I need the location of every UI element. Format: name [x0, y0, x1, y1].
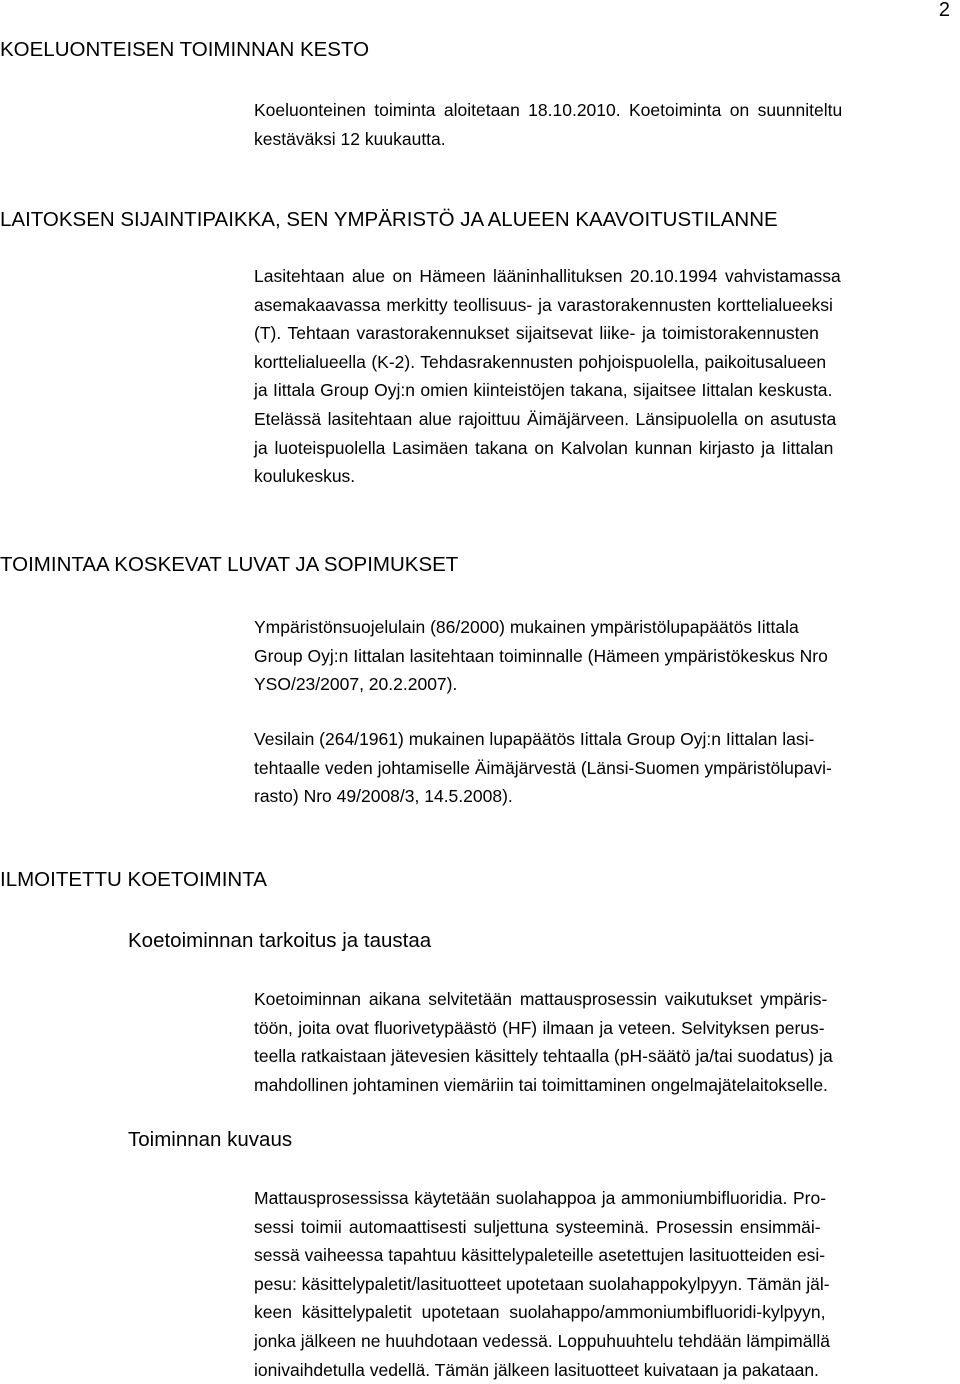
text-line: jonka jälkeen ne huuhdotaan vedessä. Loppuhuuhtelu tehdään lämpimällä — [254, 1330, 830, 1351]
text-line: ja Iittala Group Oyj:n omien kiinteistöjen takana, sijaitsee Iittalan keskusta. — [254, 380, 833, 401]
text-line: Vesilain (264/1961) mukainen lupapäätös Iittala Group Oyj:n Iittalan lasi- — [254, 729, 815, 749]
text-line: YSO/23/2007, 20.2.2007). — [254, 674, 458, 695]
text-line: ja luoteispuolella Lasimäen takana on Kalvolan kunnan kirjasto ja Iittalan — [254, 437, 834, 458]
text-line: Group Oyj:n Iittalan lasitehtaan toiminnalle (Hämeen ympäristökeskus Nro — [254, 645, 828, 666]
heading-koetoiminta: ILMOITETTU KOETOIMINTA — [0, 868, 267, 891]
text-line: Koetoiminnan aikana selvitetään mattausprosessin vaikutukset ympäris- — [254, 989, 828, 1009]
text-line: keen käsittelypaletit upotetaan suolahappo/ammoniumbifluoridi-kylpyyn, — [254, 1302, 826, 1323]
text-line: Koeluonteinen toiminta aloitetaan 18.10.2010. Koetoiminta on suunniteltu — [254, 100, 843, 120]
paragraph-kesto — [254, 96, 960, 153]
text-line: sessi toimii automaattisesti suljettuna systeeminä. Prosessin ensimmäi- — [254, 1216, 821, 1237]
paragraph-luvat-1 — [254, 613, 960, 699]
text-line: Lasitehtaan alue on Hämeen lääninhallituksen 20.10.1994 vahvistamassa — [254, 266, 841, 286]
paragraph-kuvaus — [254, 1184, 960, 1384]
paragraph-tarkoitus — [254, 985, 960, 1099]
text-line: mahdollinen johtaminen viemäriin tai toimittaminen ongelmajätelaitokselle. — [254, 1074, 828, 1095]
paragraph-luvat-2 — [254, 725, 960, 811]
heading-sijainti: LAITOKSEN SIJAINTIPAIKKA, SEN YMPÄRISTÖ JA ALUEEN KAAVOITUSTILANNE — [0, 208, 778, 231]
text-line: rasto) Nro 49/2008/3, 14.5.2008). — [254, 786, 513, 807]
text-line: Ympäristönsuojelulain (86/2000) mukainen ympäristölupapäätös Iittala — [254, 617, 799, 637]
text-line: kestäväksi 12 kuukautta. — [254, 128, 446, 149]
text-line: Etelässä lasitehtaan alue rajoittuu Äimäjärveen. Länsipuolella on asutusta — [254, 408, 837, 429]
text-line: Mattausprosessissa käytetään suolahappoa ja ammoniumbifluoridia. Pro- — [254, 1188, 827, 1208]
paragraph-sijainti — [254, 262, 960, 491]
page-number: 2 — [938, 0, 950, 21]
text-line: asemakaavassa merkitty teollisuus- ja varastorakennusten korttelialueeksi — [254, 294, 833, 315]
text-line: töön, joita ovat fluorivetypäästö (HF) ilmaan ja veteen. Selvityksen perus- — [254, 1017, 825, 1038]
text-line: tehtaalle veden johtamiselle Äimäjärvestä (Länsi-Suomen ympäristölupavi- — [254, 757, 832, 778]
heading-luvat: TOIMINTAA KOSKEVAT LUVAT JA SOPIMUKSET — [0, 553, 459, 576]
subheading-tarkoitus: Koetoiminnan tarkoitus ja taustaa — [128, 929, 432, 952]
text-line: koulukeskus. — [254, 466, 356, 487]
text-line: pesu: käsittelypaletit/lasituotteet upotetaan suolahappokylpyyn. Tämän jäl- — [254, 1273, 830, 1294]
text-line: ionivaihdetulla vedellä. Tämän jälkeen lasituotteet kuivataan ja pakataan. — [254, 1359, 819, 1380]
text-line: (T). Tehtaan varastorakennukset sijaitsevat liike- ja toimistorakennusten — [254, 323, 819, 344]
text-line: korttelialueella (K-2). Tehdasrakennusten pohjoispuolella, paikoitusalueen — [254, 351, 827, 372]
text-line: sessä vaiheessa tapahtuu käsittelypaleteille asetettujen lasituotteiden esi- — [254, 1245, 826, 1266]
subheading-kuvaus: Toiminnan kuvaus — [128, 1128, 293, 1151]
heading-kesto: KOELUONTEISEN TOIMINNAN KESTO — [0, 38, 370, 61]
text-line: teella ratkaistaan jätevesien käsittely tehtaalla (pH-säätö ja/tai suodatus) ja — [254, 1046, 833, 1067]
